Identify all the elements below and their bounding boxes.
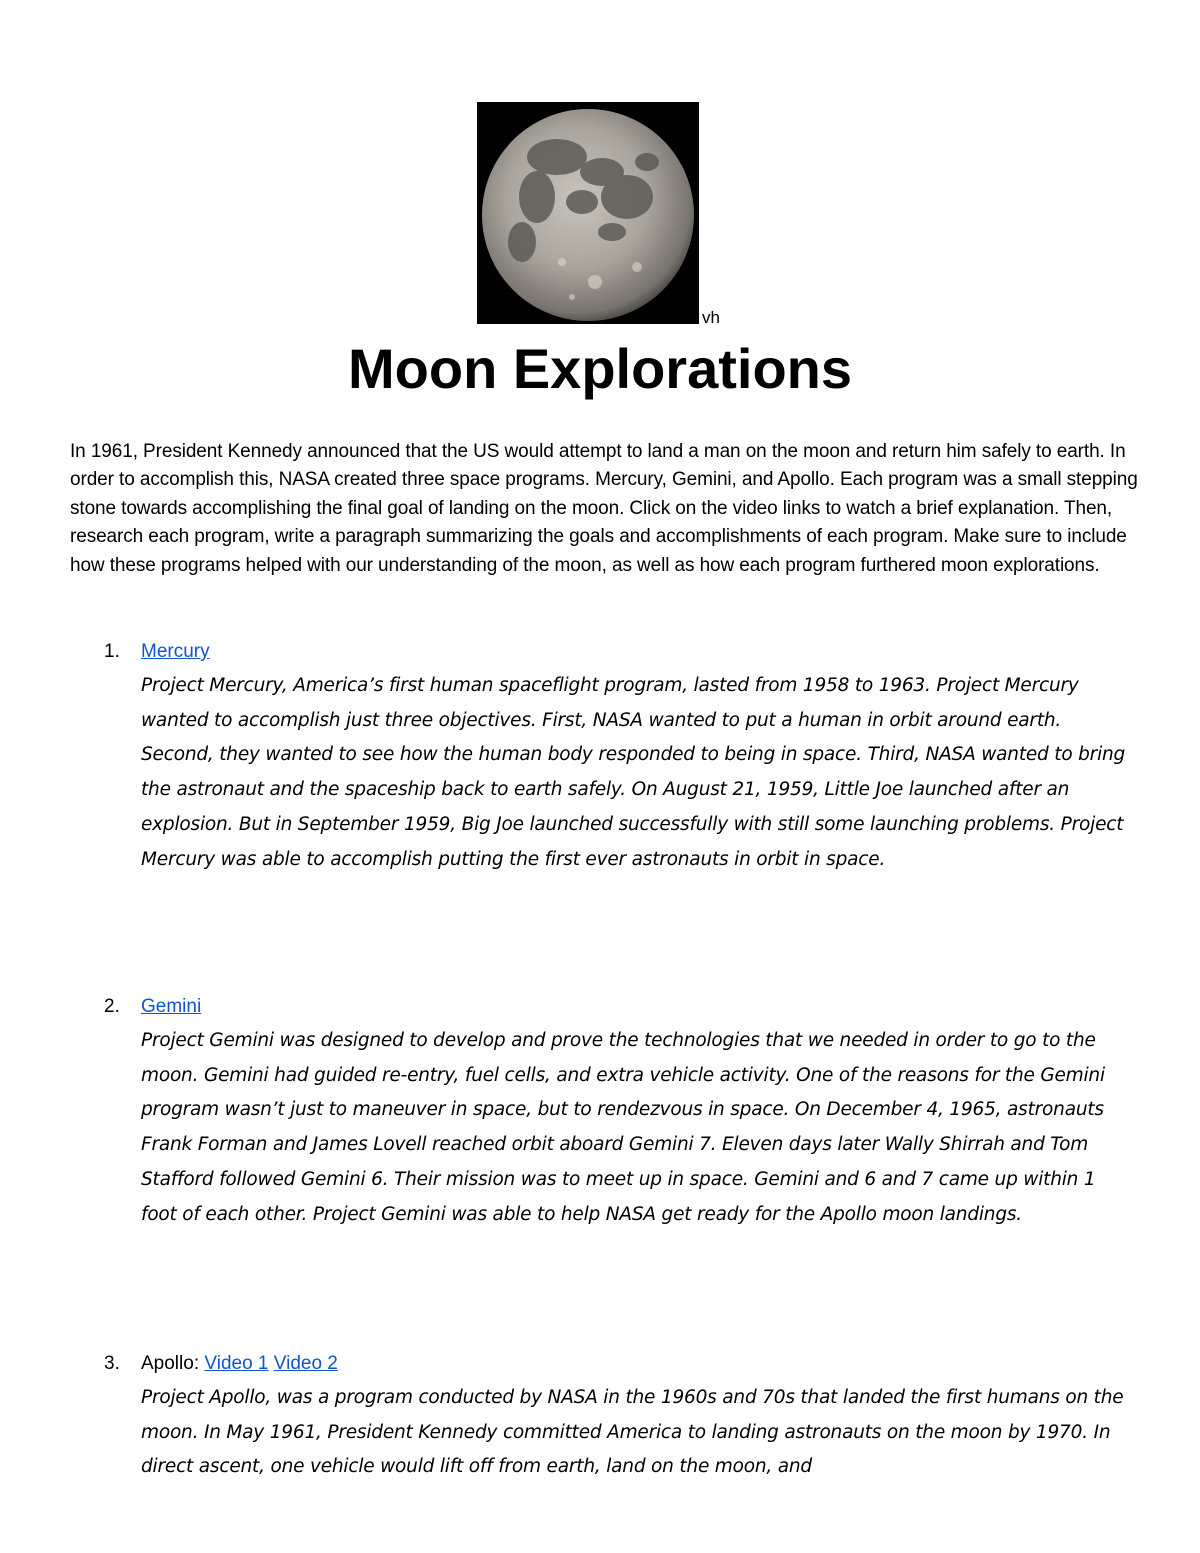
gemini-summary: Project Gemini was designed to develop and prove the technologies that we needed in order to go to the moon. Gemini had guided re-entry, fuel cells, and extra vehicle activity. One of the reasons for the Gemini program wasn’t just to maneuver in space, but to rendezvous in space. On December 4, 1965, astronauts Frank Forman and James Lovell reached orbit aboard Gemini 7. Eleven days later Wally Shirrah and Tom Stafford followed Gemini 6. Their mission was to meet up in space. Gemini and 6 and 7 came up within 1 foot of each other. Project Gemini was able to help NASA get ready for the Apollo moon landings. (141, 1030, 1105, 1225)
list-item-header (104, 994, 1114, 1020)
apollo-label: Apollo: (141, 1353, 200, 1374)
full-moon-photo-icon (477, 102, 699, 324)
apollo-summary: Project Apollo, was a program conducted by NASA in the 1960s and 70s that landed the first humans on the moon. In May 1961, President Kennedy committed America to landing astronauts on the moon by 1970. In direct ascent, one vehicle would lift off from earth, land on the moon, and (141, 1387, 1124, 1478)
page-title: Moon Explorations (348, 337, 852, 400)
apollo-video-2-link[interactable]: Video 2 (273, 1353, 338, 1374)
apollo-video-1-link[interactable]: Video 1 (204, 1353, 269, 1374)
gemini-link[interactable]: Gemini (141, 996, 202, 1017)
list-item-header (104, 1351, 1114, 1377)
list-item-header (104, 639, 1114, 665)
mercury-link[interactable]: Mercury (141, 641, 210, 662)
list-number: 2. (104, 996, 120, 1017)
intro-paragraph: In 1961, President Kennedy announced that the US would attempt to land a man on the moon and return him safely to earth. In order to accomplish this, NASA created three space programs. Mercury, Gemini, and Apollo. Each program was a small stepping stone towards accomplishing the final goal of landing on the moon. Click on the video links to watch a brief explanation. Then, research each program, write a paragraph summarizing the goals and accomplishments of each program. Make sure to include how these programs helped with our understanding of the moon, as well as how each program furthered moon explorations. (70, 441, 1138, 576)
list-number: 1. (104, 641, 120, 662)
list-number: 3. (104, 1353, 120, 1374)
list-item-mercury (104, 639, 1126, 877)
list-item-apollo (104, 1351, 1124, 1485)
image-caption: vh (702, 308, 720, 327)
mercury-summary: Project Mercury, America’s first human spaceflight program, lasted from 1958 to 1963. Project Mercury wanted to accomplish just three objectives. First, NASA wanted to put a human in orbit around earth. Second, they wanted to see how the human body responded to being in space. Third, NASA wanted to bring the astronaut and the spaceship back to earth safely. On August 21, 1959, Little Joe launched after an explosion. But in September 1959, Big Joe launched successfully with still some launching problems. Project Mercury was able to accomplish putting the first ever astronauts in orbit in space. (141, 675, 1126, 870)
moon-image (477, 102, 699, 324)
list-item-gemini (104, 994, 1114, 1232)
